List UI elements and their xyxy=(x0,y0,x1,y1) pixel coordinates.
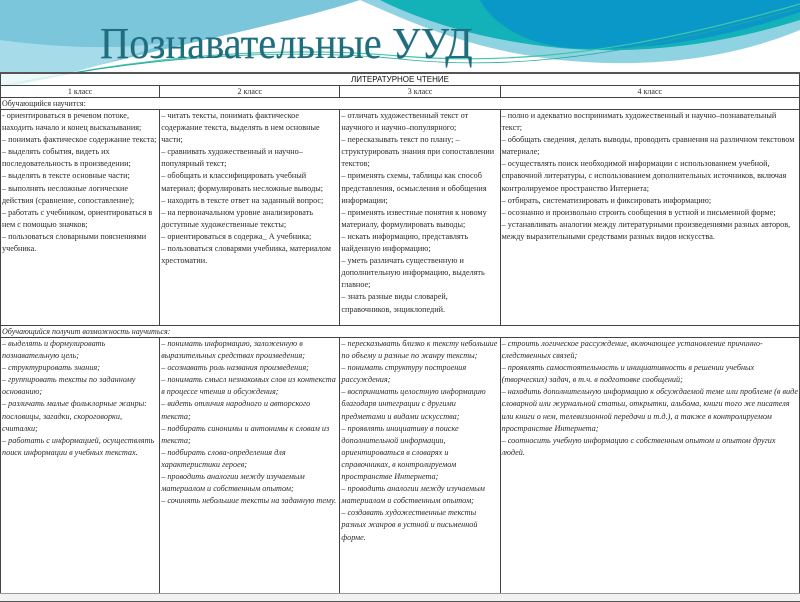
advanced-cell-grade-1 xyxy=(1,338,160,602)
basic-cell-grade-1 xyxy=(1,110,160,326)
list-item: – применять известные понятия к новому материалу, формулировать выводы; xyxy=(341,207,487,229)
list-item: – пользоваться словарями учебника, материалом хрестоматии. xyxy=(161,244,331,266)
advanced-section-row xyxy=(1,326,800,338)
list-item: – создавать художественные тексты разных жанров в устной и письменной форме. xyxy=(341,508,478,542)
list-item: – осознанно и произвольно строить сообщения в устной и письменной форме; xyxy=(501,207,776,217)
list-item: – соотносить учебную информацию с собственным опытом и опытом других людей. xyxy=(501,435,776,457)
list-item: – подбирать синонимы и антонимы к словам из текста; xyxy=(161,423,330,445)
list-item: – выделять и формулировать познавательную цель; xyxy=(2,339,106,361)
list-item: – искать информацию, представлять найденную информацию; xyxy=(341,231,469,254)
list-item: – обобщать сведения, делать выводы, проводить сравнения на различном текстовом материале; xyxy=(501,135,795,157)
list-item: – осознавать роль названия произведения; xyxy=(161,363,309,373)
list-item: – видеть отличия народного и авторского текста; xyxy=(161,399,311,421)
advanced-cell-grade-3 xyxy=(340,338,500,602)
basic-cell-grade-4 xyxy=(500,110,799,326)
grade-header-4: 4 класс xyxy=(500,86,799,98)
advanced-cell-grade-2 xyxy=(160,338,340,602)
list-item: – устанавливать аналогии между литературными произведениями разных авторов, между выразительными средствами разных видов искусства. xyxy=(501,219,791,241)
list-item: – понимать структуру построения рассуждения; xyxy=(341,363,467,385)
list-item: – строить логическое рассуждение, включающее установление причинно-следственных связей; xyxy=(501,339,763,361)
list-item: – подбирать слова-определения для характеристики героев; xyxy=(161,447,286,469)
advanced-content-row xyxy=(1,338,800,602)
list-item: – знать разные виды словарей, справочников, энциклопедий. xyxy=(341,292,448,314)
list-item: – полно и адекватно воспринимать художественный и научно–познавательный текст; xyxy=(501,111,777,133)
list-item: – сочинять небольшие тексты на заданную тему. xyxy=(161,496,337,506)
grade-header-1: 1 класс xyxy=(1,86,160,98)
subject-heading: ЛИТЕРАТУРНОЕ ЧТЕНИЕ xyxy=(1,73,800,86)
list-item: – ориентироваться в содержа_ А учебника; xyxy=(161,231,312,241)
list-item: – проводить аналогии между изучаемым материалом и собственным опытом; xyxy=(161,472,305,494)
list-item: – применять схемы, таблицы как способ представления, осмысления и обобщения информации; xyxy=(341,171,487,205)
subject-row xyxy=(1,73,800,86)
list-item: – отличать художественный текст от научного и научно–популярного; xyxy=(341,111,469,133)
list-item: – обобщать и классифицировать учебный материал; формулировать несложные выводы; xyxy=(161,171,324,193)
advanced-section-heading: Обучающийся получит возможность научиться: xyxy=(1,326,800,338)
list-item: – выделять события, видеть их последовательность в произведении; xyxy=(2,147,131,169)
list-item: – проводить аналогии между изучаемым материалом и собственным опытом; xyxy=(341,484,485,506)
grades-row xyxy=(1,86,800,98)
list-item: – понимать фактическое содержание текста; xyxy=(2,135,157,145)
list-item: – группировать тексты по заданному основанию; xyxy=(2,375,136,397)
list-item: – проявлять самостоятельность и инициативность в решении учебных (творческих) задач, в т.ч. в подготовке сообщений; xyxy=(501,363,755,385)
list-item: – находить в тексте ответ на заданный вопрос; xyxy=(161,195,324,205)
list-item: – понимать информацию, заложенную в выразительных средствах произведения; xyxy=(161,339,305,361)
list-item: – пересказывать текст по плану; – структурировать знания при сопоставлении текстов; xyxy=(341,135,495,169)
list-item: – проявлять инициативу в поиске дополнительной информации, ориентироваться в словарях и справочниках, в контролируемом пространстве Интернета; xyxy=(341,423,459,482)
list-item: – пересказывать близко к тексту небольшие по объему и разные по жанру тексты; xyxy=(341,339,498,361)
basic-cell-grade-3 xyxy=(340,110,500,326)
basic-cell-grade-2 xyxy=(160,110,340,326)
list-item: – структурировать знания; xyxy=(2,363,100,373)
advanced-cell-grade-4 xyxy=(500,338,799,602)
uud-table xyxy=(0,72,800,602)
list-item: – понимать смысл незнакомых слов из контекста в процессе чтения и обсуждения; xyxy=(161,375,336,397)
list-item: – воспринимать целостную информацию благодаря интеграции с другими предметами и видами искусства; xyxy=(341,387,486,421)
list-item: - ориентироваться в речевом потоке, находить начало и конец высказывания; xyxy=(2,111,142,133)
list-item: – пользоваться словарными пояснениями учебника. xyxy=(2,231,147,254)
list-item: – работать с учебником, ориентироваться в нем с помощью значков; xyxy=(2,207,153,229)
list-item: – уметь различать существенную и дополнительную информацию, выделять главное; xyxy=(341,256,485,290)
basic-content-row xyxy=(1,110,800,326)
list-item: – выделять в тексте основные части; xyxy=(2,171,130,181)
list-item: – выполнять несложные логические действия (сравнение, сопоставление); xyxy=(2,183,135,205)
list-item: – читать тексты, понимать фактическое содержание текста, выделять в нем основные части; xyxy=(161,111,320,145)
list-item: – отбирать, систематизировать и фиксировать информацию; xyxy=(501,195,712,205)
list-item: – различать малые фольклорные жанры: пословицы, загадки, скороговорки, считалки; xyxy=(2,399,147,433)
list-item: – сравнивать художественный и научно–популярный текст; xyxy=(161,147,303,169)
list-item: – работать с информацией, осуществлять поиск информации в учебных текстах. xyxy=(2,435,155,457)
list-item: – осуществлять поиск необходимой информации с использованием учебной, справочной литературы, с использованием дополнительных источников, включая контролируемое пространство Интернета; xyxy=(501,159,787,193)
list-item: – на первоначальном уровне анализировать доступные художественные тексты; xyxy=(161,207,313,229)
grade-header-3: 3 класс xyxy=(340,86,500,98)
basic-section-heading: Обучающийся научится: xyxy=(1,98,800,110)
grade-header-2: 2 класс xyxy=(160,86,340,98)
uud-table-container xyxy=(0,72,800,600)
slide-title: Познавательные УУД xyxy=(100,19,473,68)
list-item: – находить дополнительную информацию к обсуждаемой теме или проблеме (в виде словарной или журнальной статьи, открытки, альбома, книги того же писателя или книги о нем, телевизионной передачи и т.д.), а также в контролируемом пространстве Интернета; xyxy=(501,387,799,433)
basic-section-row xyxy=(1,98,800,110)
